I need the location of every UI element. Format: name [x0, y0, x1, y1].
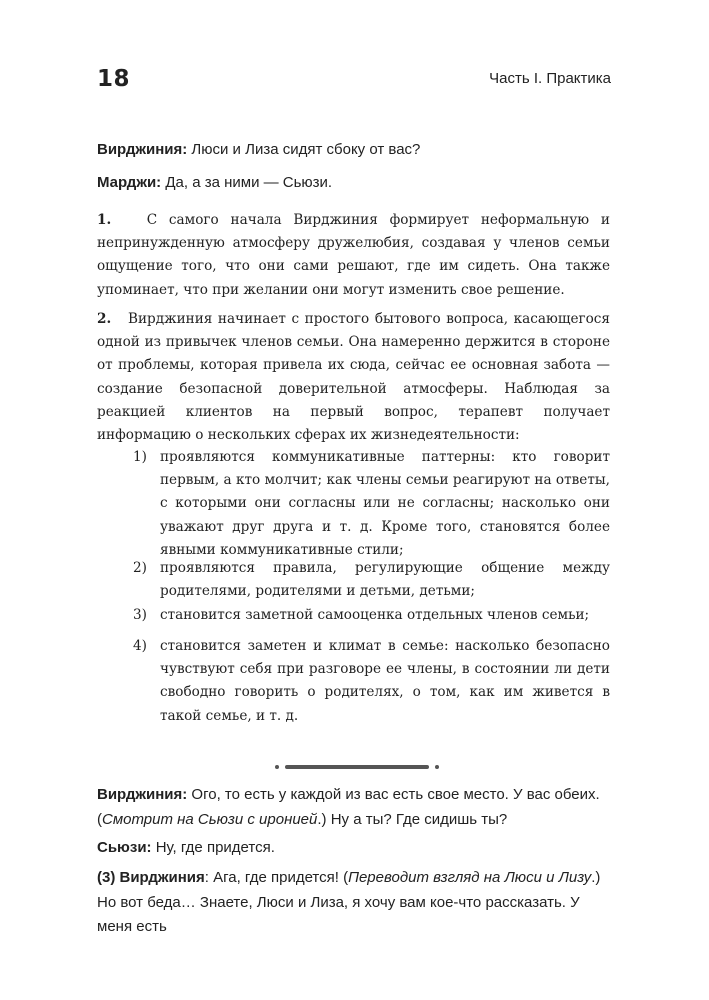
divider-dot [275, 765, 279, 769]
list-item [133, 557, 610, 603]
dialogue-text: : Ага, где придется! ( [204, 869, 349, 886]
commentary-paragraph-2 [97, 308, 610, 447]
paragraph-number: 1. [97, 212, 112, 228]
list-text: проявляются коммуникативные паттерны: кто говорит первым, а кто молчит; как члены семьи реагируют на ответы, с которыми они согласны или не согласны; насколько они уважают друг друга и т. д. Кроме того, становятся более явными коммуникативные стили; [160, 449, 610, 558]
speaker-name: Вирджиния: [97, 141, 188, 158]
paragraph-text: Вирджиния начинает с простого бытового вопроса, касающегося одной из привычек членов семьи. Она намеренно держится в стороне от проблемы, которая привела их сюда, сейчас ее основная забота — создание безопасной доверительной атмосферы. Наблюдая за реакцией клиентов на первый вопрос, терапевт получает информацию о нескольких сферах их жизнедеятельности: [97, 311, 610, 444]
list-item [133, 446, 610, 562]
list-text: становится заметен и климат в семье: насколько безопасно чувствуют себя при разговоре ее члены, в состоянии ли дети свободно говорить о родителях, о том, как им живется в такой семье, и т. д. [160, 638, 610, 724]
list-number: 3) [133, 607, 147, 623]
divider-dot [435, 765, 439, 769]
commentary-paragraph-1 [97, 209, 610, 302]
dialogue-line [97, 138, 612, 163]
list-item [133, 604, 610, 627]
dialogue-line [97, 783, 612, 832]
list-text: проявляются правила, регулирующие общение между родителями, родителями и детьми, детьми; [160, 560, 610, 600]
list-number: 1) [133, 449, 147, 465]
speaker-name: (3) Вирджиния [97, 869, 205, 886]
dialogue-text: Люси и Лиза сидят сбоку от вас? [187, 141, 421, 158]
section-divider [275, 764, 439, 770]
paragraph-number: 2. [97, 311, 112, 327]
list-number: 2) [133, 560, 147, 576]
dialogue-line [97, 866, 612, 940]
running-head: Часть I. Практика [489, 70, 611, 87]
dialogue-text: .) Но вот беда… Знаете, Люси и Лиза, я хочу вам кое-что рассказать. У меня есть [97, 869, 601, 935]
speaker-name: Сьюзи: [97, 839, 152, 856]
dialogue-text: Да, а за ними — Сьюзи. [161, 174, 333, 191]
list-item [133, 635, 610, 728]
stage-direction: Переводит взгляд на Люси и Лизу [348, 869, 592, 886]
page-number: 18 [97, 66, 131, 92]
dialogue-line [97, 836, 612, 861]
dialogue-text: Ну, где придется. [151, 839, 275, 856]
list-number: 4) [133, 638, 147, 654]
speaker-name: Марджи: [97, 174, 162, 191]
paragraph-text: С самого начала Вирджиния формирует неформальную и непринужденную атмосферу дружелюбия, создавая у членов семьи ощущение того, что они сами решают, где им сидеть. Она также упоминает, что при желании они могут изменить свое решение. [97, 212, 610, 298]
stage-direction: Смотрит на Сьюзи с иронией [102, 810, 318, 828]
list-text: становится заметной самооценка отдельных членов семьи; [160, 607, 590, 623]
dialogue-text: .) Ну а ты? Где сидишь ты? [317, 810, 508, 828]
dialogue-line [97, 171, 612, 196]
dialogue-text: Ого, то есть у каждой из вас есть свое место. У вас обеих. ( [97, 786, 600, 828]
divider-bar [285, 765, 429, 769]
speaker-name: Вирджиния: [97, 786, 188, 803]
